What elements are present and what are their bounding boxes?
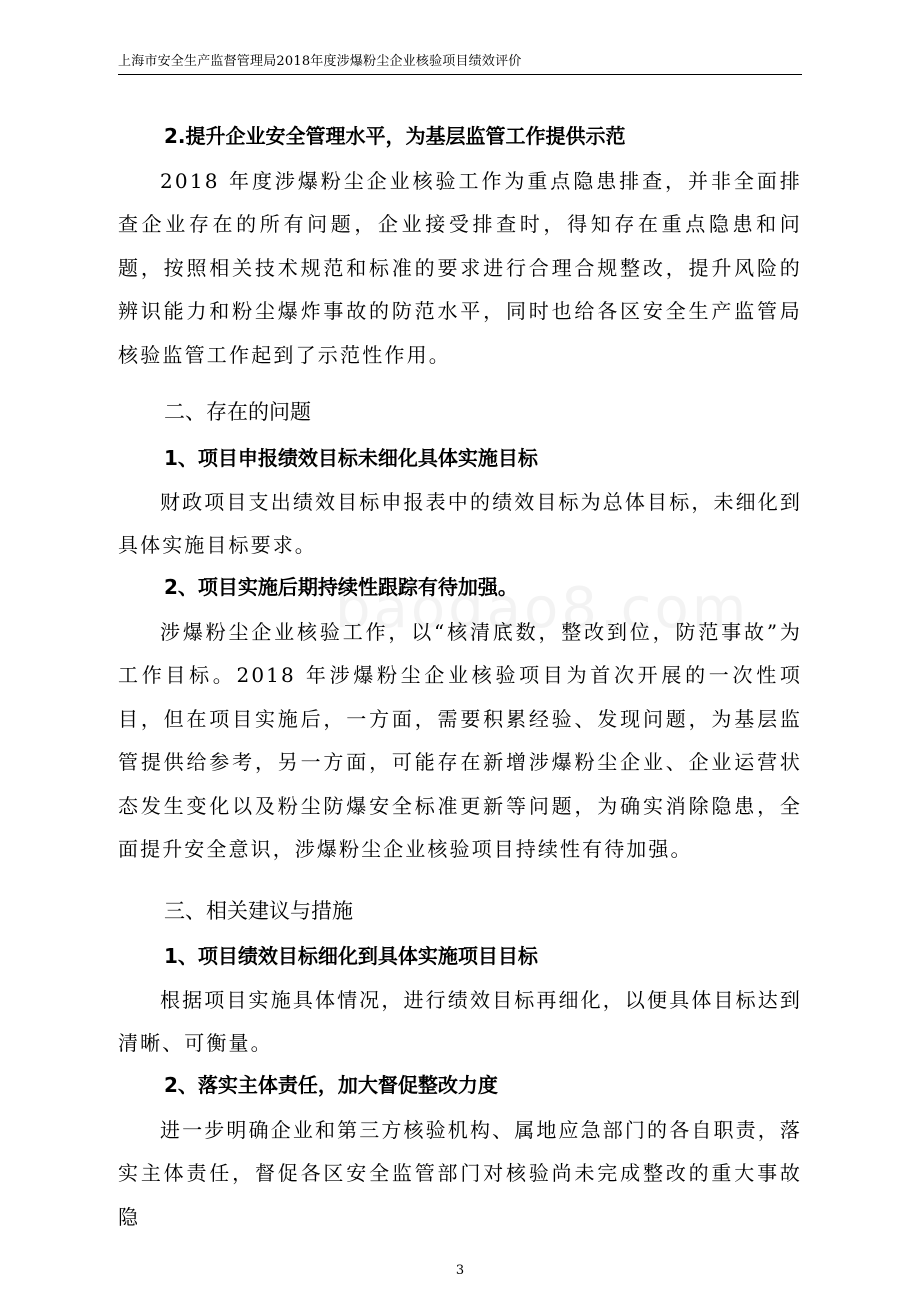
heading-recommendation-1: 1、项目绩效目标细化到具体实施项目目标: [164, 944, 538, 968]
section-title-recommendations: 三、相关建议与措施: [164, 899, 353, 923]
heading-issue-2: 2、项目实施后期持续性跟踪有待加强。: [164, 575, 518, 599]
running-title: 上海市安全生产监督管理局2018年度涉爆粉尘企业核验项目绩效评价: [118, 54, 522, 69]
heading-issue-1: 1、项目申报绩效目标未细化具体实施目标: [164, 446, 538, 470]
section-title-existing-problems: 二、存在的问题: [164, 400, 311, 424]
heading-recommendation-2: 2、落实主体责任，加大督促整改力度: [164, 1073, 498, 1097]
paragraph-recommendation-1: 根据项目实施具体情况，进行绩效目标再细化，以便具体目标达到清晰、可衡量。: [118, 988, 802, 1056]
page-number: 3: [455, 1263, 465, 1278]
heading-improve-safety-management: 2.提升企业安全管理水平，为基层监管工作提供示范: [164, 124, 626, 148]
paragraph-recommendation-2: 进一步明确企业和第三方核验机构、属地应急部门的各自职责，落实主体责任，督促各区安全监管部门对核验尚未完成整改的重大事故隐: [118, 1118, 802, 1229]
paragraph-issue-2: 涉爆粉尘企业核验工作，以“核清底数，整改到位，防范事故”为工作目标。2018 年涉爆粉尘企业核验项目为首次开展的一次性项目，但在项目实施后，一方面，需要积累经验、发现问题，为基层监管提供给参考，另一方面，可能存在新增涉爆粉尘企业、企业运营状态发生变化以及粉尘防爆安全标准更新等问题，为确实消除隐患，全面提升安全意识，涉爆粉尘企业核验项目持续性有待加强。: [118, 620, 802, 862]
paragraph-improve-safety-management: 2018 年度涉爆粉尘企业核验工作为重点隐患排查，并非全面排查企业存在的所有问题，企业接受排查时，得知存在重点隐患和问题，按照相关技术规范和标准的要求进行合理合规整改，提升风险的辨识能力和粉尘爆炸事故的防范水平，同时也给各区安全生产监管局核验监管工作起到了示范性作用。: [118, 169, 802, 367]
page-header: [118, 52, 802, 75]
paragraph-issue-1: 财政项目支出绩效目标申报表中的绩效目标为总体目标，未细化到具体实施目标要求。: [118, 490, 802, 558]
